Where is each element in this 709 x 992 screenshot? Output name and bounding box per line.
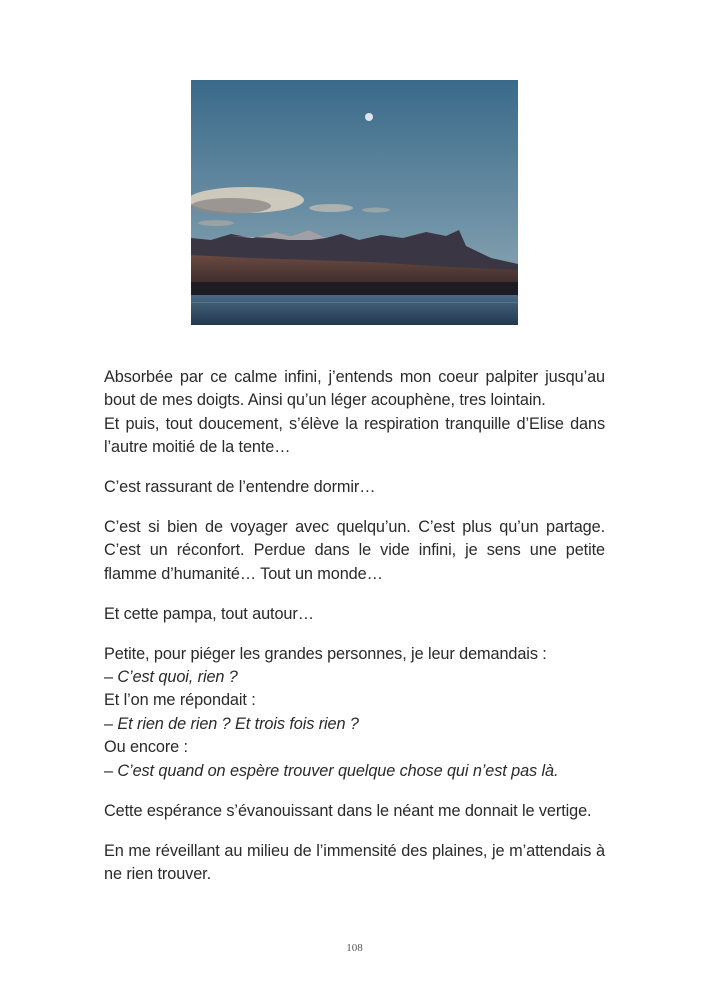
italic-quote: C’est quoi, rien ? <box>117 668 238 687</box>
italic-quote: C’est quand on espère trouver quelque chose qui n’est pas là. <box>117 761 559 780</box>
body-text <box>104 366 605 903</box>
page-number: 108 <box>346 942 363 954</box>
paragraph-7 <box>104 840 605 887</box>
text-line: C’est un réconfort. Perdue dans le vide infini, je sens une petite <box>104 541 605 560</box>
text-line: Absorbée par ce calme infini, j’entends mon coeur palpiter jusqu’au <box>104 368 605 386</box>
text-line: bout de mes doigts. Ainsi qu’un léger acouphène, tres lointain. <box>104 391 546 410</box>
paragraph-3 <box>104 516 605 586</box>
dialogue-line <box>104 760 605 783</box>
italic-quote: Et rien de rien ? Et trois fois rien ? <box>117 714 359 733</box>
text-line: flamme d’humanité… Tout un monde… <box>104 564 383 583</box>
text-line: Petite, pour piéger les grandes personnes, je leur demandais : <box>104 644 547 663</box>
paragraph-4: Et cette pampa, tout autour… <box>104 604 314 623</box>
landscape-photo <box>191 80 518 325</box>
text-line: C’est si bien de voyager avec quelqu’un. C’est plus qu’un partage. <box>104 518 605 537</box>
paragraph-6: Cette espérance s’évanouissant dans le néant me donnait le vertige. <box>104 801 592 820</box>
dash: – <box>104 761 118 780</box>
text-line: Et l’on me répondait : <box>104 691 256 710</box>
text-line: ne rien trouver. <box>104 864 212 883</box>
paragraph-2: C’est rassurant de l’entendre dormir… <box>104 478 376 497</box>
text-line: l’autre moitié de la tente… <box>104 438 291 457</box>
paragraph-1 <box>104 366 605 460</box>
dialogue-line <box>104 713 605 736</box>
dash: – <box>104 668 118 687</box>
mountain-dusk-image <box>191 80 518 325</box>
text-line: En me réveillant au milieu de l’immensité des plaines, je m’attendais à <box>104 841 605 860</box>
dash: – <box>104 714 118 733</box>
dialogue-line <box>104 666 605 689</box>
paragraph-5-dialogue <box>104 643 605 783</box>
text-line: Et puis, tout doucement, s’élève la respiration tranquille d’Elise dans <box>104 414 605 433</box>
text-line: Ou encore : <box>104 738 188 757</box>
